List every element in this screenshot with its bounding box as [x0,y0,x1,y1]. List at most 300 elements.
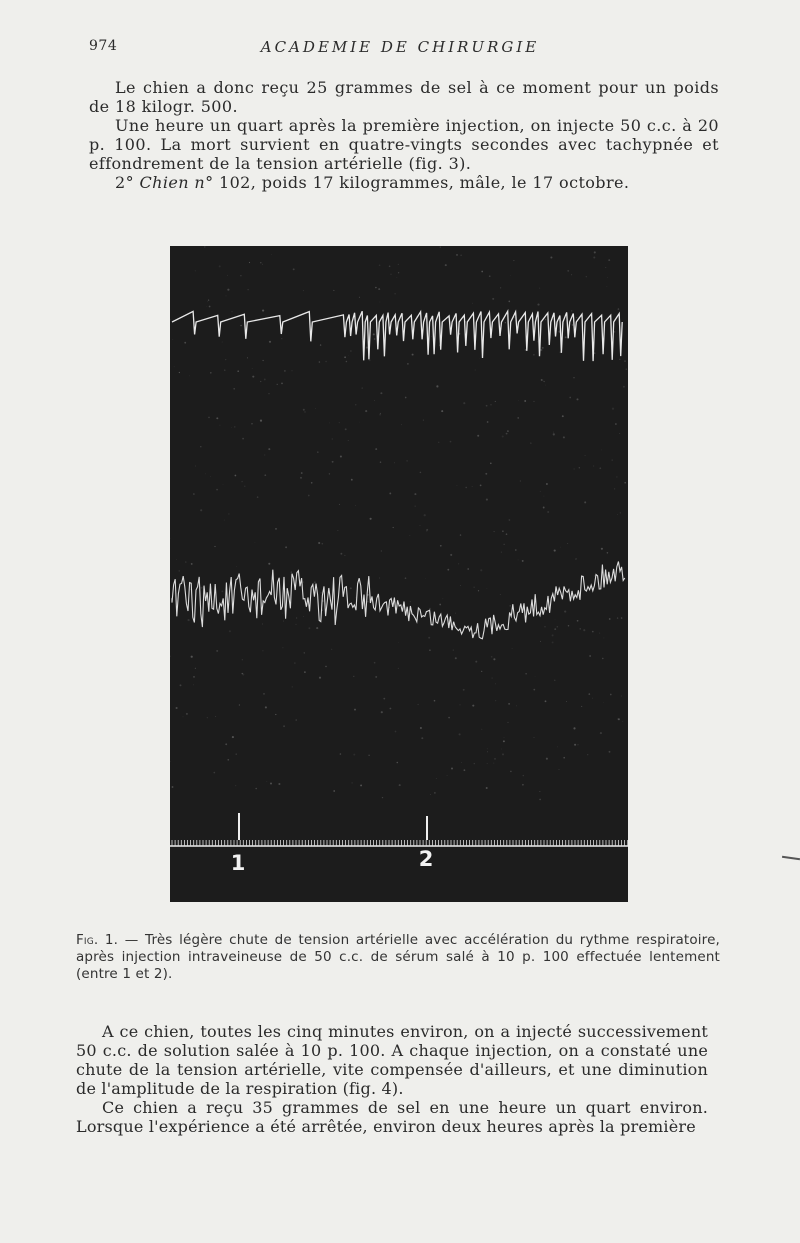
film-speckle [216,417,218,419]
film-speckle [170,656,171,657]
film-speckle [522,784,524,786]
film-speckle [504,544,505,545]
film-speckle [420,727,422,729]
film-speckle [587,754,588,755]
film-speckle [573,727,575,729]
film-speckle [450,554,452,556]
film-speckle [225,359,226,360]
film-speckle [500,594,501,595]
film-speckle [207,717,208,718]
film-speckle [464,769,466,771]
film-speckle [195,466,196,467]
film-speckle [365,410,367,412]
film-speckle [546,758,548,760]
film-speckle [176,707,178,709]
film-speckle [379,578,380,579]
film-speckle [439,604,441,606]
film-speckle [300,477,302,479]
film-speckle [247,357,248,358]
film-speckle [545,385,546,386]
film-speckle [501,552,502,553]
film-speckle [434,792,435,793]
film-speckle [320,592,322,594]
film-speckle [558,769,559,770]
film-speckle [436,385,438,387]
film-speckle [396,314,397,315]
film-speckle [373,333,375,335]
film-speckle [191,563,193,565]
film-speckle [282,647,283,648]
film-speckle [451,768,453,770]
film-speckle [374,400,375,401]
film-speckle [216,489,218,491]
film-speckle [502,530,504,532]
film-speckle [355,505,356,506]
film-speckle [580,628,581,629]
film-speckle [619,433,620,434]
film-speckle [567,543,568,544]
film-speckle [459,733,461,735]
film-speckle [240,325,242,327]
film-speckle [510,771,512,773]
film-speckle [191,656,193,658]
film-speckle [381,711,383,713]
film-speckle [463,402,465,404]
film-speckle [602,450,603,451]
film-speckle [533,354,535,356]
film-speckle [441,410,443,412]
film-speckle [606,286,607,287]
film-speckle [494,531,495,532]
film-speckle [208,299,209,300]
film-speckle [407,363,409,365]
film-speckle [581,706,582,707]
film-speckle [494,758,495,759]
film-speckle [375,676,377,678]
film-speckle [423,420,424,421]
film-speckle [396,762,398,764]
film-speckle [275,528,277,530]
film-speckle [447,775,448,776]
film-speckle [264,455,265,456]
film-speckle [508,703,510,705]
film-speckle [492,298,494,300]
film-speckle [547,511,549,513]
film-speckle [493,763,494,764]
film-speckle [329,473,330,474]
film-speckle [618,308,620,310]
film-speckle [405,397,407,399]
film-speckle [601,548,603,550]
film-speckle [617,617,618,618]
film-speckle [285,546,287,548]
respiration-trace [172,311,622,361]
film-speckle [325,361,327,363]
film-speckle [552,634,554,636]
film-speckle [504,737,505,738]
film-speckle [282,613,283,614]
film-speckle [399,784,401,786]
film-speckle [512,648,513,649]
film-speckle [614,488,615,489]
film-speckle [317,451,319,453]
film-speckle [564,611,566,613]
film-speckle [355,404,356,405]
film-speckle [170,319,171,320]
film-speckle [348,355,349,356]
film-speckle [397,277,398,278]
film-speckle [542,347,544,349]
film-speckle [472,303,473,304]
film-speckle [571,310,572,311]
film-speckle [262,310,264,312]
film-speckle [172,786,174,788]
film-speckle [472,705,474,707]
film-speckle [216,650,218,652]
film-speckle [236,753,237,754]
film-speckle [410,601,411,602]
film-speckle [522,560,524,562]
film-speckle [236,566,237,567]
film-speckle [481,271,483,273]
film-speckle [200,446,201,447]
film-speckle [537,304,539,306]
film-speckle [512,618,514,620]
film-speckle [333,290,334,291]
film-speckle [453,650,454,651]
film-speckle [264,474,266,476]
film-speckle [180,684,182,686]
film-speckle [179,372,180,373]
film-speckle [367,601,368,602]
film-speckle [316,627,318,629]
film-speckle [262,650,263,651]
film-speckle [325,666,326,667]
film-speckle [353,754,355,756]
film-speckle [228,513,229,514]
film-speckle [575,559,576,560]
film-speckle [456,485,457,486]
marker-label-2: 2 [418,847,434,871]
paragraph: Une heure un quart après la première injection, on injecte 50 c.c. à 20 p. 100. La mort survient en quatre-vingts secondes avec tachypnée et effondrement de la tension artérielle (fig. 3). [89,116,719,173]
film-speckle [249,262,250,263]
film-speckle [293,268,295,270]
film-speckle [610,694,612,696]
film-speckle [486,405,488,407]
film-speckle [375,287,377,289]
film-speckle [502,436,504,438]
film-speckle [232,736,234,738]
film-speckle [382,797,383,798]
film-speckle [172,339,173,340]
film-speckle [252,368,253,369]
film-speckle [320,344,321,345]
film-speckle [375,448,377,450]
film-speckle [545,319,546,320]
film-speckle [603,702,604,703]
film-speckle [543,507,545,509]
film-speckle [281,383,283,385]
film-speckle [308,495,310,497]
film-speckle [475,369,476,370]
film-speckle [541,379,543,381]
film-speckle [456,254,458,256]
film-speckle [424,514,426,516]
film-speckle [609,751,611,753]
film-speckle [445,264,447,266]
film-speckle [503,740,505,742]
film-speckle [421,737,423,739]
film-speckle [438,442,439,443]
film-speckle [533,689,535,691]
film-speckle [443,598,444,599]
film-speckle [585,455,586,456]
film-speckle [594,251,596,253]
film-speckle [262,264,263,265]
film-speckle [329,423,330,424]
film-speckle [562,415,564,417]
film-speckle [244,486,245,487]
running-title: ACADEMIE DE CHIRURGIE [260,38,540,56]
caption-text: — Très légère chute de tension artérielle avec accélération du rythme respiratoire, après injection intraveineuse de 50 c.c. de sérum salé à 10 p. 100 effectuée lentement (entre 1 et 2). [76,932,720,982]
film-speckle [318,542,320,544]
film-speckle [331,649,332,650]
film-speckle [534,737,535,738]
film-speckle [295,624,296,625]
film-speckle [370,518,372,520]
film-speckle [265,706,267,708]
film-speckle [599,633,600,634]
film-speckle [448,717,450,719]
film-speckle [447,569,449,571]
film-speckle [607,552,609,554]
marker-label-1: 1 [230,851,246,875]
film-speckle [183,716,184,717]
film-speckle [237,370,239,372]
film-speckle [455,613,456,614]
film-speckle [348,440,349,441]
film-speckle [268,393,269,394]
film-speckle [355,597,356,598]
figure-label: Fig. 1. [76,932,119,948]
film-speckle [460,255,462,256]
film-speckle [292,686,293,687]
film-speckle [226,296,227,297]
film-speckle [577,744,578,745]
film-speckle [332,439,333,440]
film-speckle [393,527,394,528]
film-speckle [495,401,496,402]
film-speckle [337,530,338,531]
film-speckle [339,422,340,423]
film-speckle [339,504,340,505]
film-speckle [186,713,188,715]
film-speckle [219,265,221,267]
film-speckle [240,275,241,276]
film-speckle [517,417,519,419]
film-speckle [479,358,480,359]
film-speckle [389,266,391,268]
film-speckle [308,627,310,629]
film-speckle [269,341,271,343]
film-speckle [440,246,441,247]
film-speckle [278,783,280,785]
film-speckle [389,492,391,494]
film-speckle [490,463,492,465]
film-speckle [593,466,594,467]
film-speckle [176,559,177,560]
film-speckle [490,404,491,405]
top-text-block [89,78,719,192]
film-speckle [398,668,399,669]
film-speckle [350,587,352,589]
film-speckle [379,264,381,266]
film-speckle [571,274,572,275]
film-speckle [460,585,461,586]
film-speckle [481,729,482,730]
film-speckle [319,677,321,679]
film-speckle [260,262,261,263]
film-speckle [322,543,324,545]
film-speckle [340,455,342,457]
film-speckle [577,620,579,622]
film-speckle [295,719,297,721]
film-speckle [589,655,591,657]
film-speckle [463,689,465,691]
film-speckle [478,590,479,591]
film-speckle [262,624,263,625]
film-speckle [420,525,421,526]
film-speckle [599,467,601,469]
film-speckle [380,461,381,462]
film-speckle [420,472,422,474]
film-speckle [283,725,285,727]
film-speckle [394,462,395,463]
film-speckle [608,259,610,261]
film-speckle [554,680,555,681]
film-speckle [489,275,491,277]
page-number: 974 [89,38,118,54]
film-speckle [296,618,297,619]
film-speckle [210,372,212,374]
film-speckle [539,799,541,801]
film-speckle [369,359,371,361]
film-speckle [351,479,353,481]
paragraph-prefix: 2° [115,173,140,192]
film-speckle [412,354,414,356]
film-speckle [398,264,399,265]
film-speckle [224,520,225,521]
paragraph-rest: 102, poids 17 kilogrammes, mâle, le 17 octobre. [213,173,630,192]
film-speckle [303,409,305,411]
film-speckle [208,417,210,419]
film-speckle [333,790,335,792]
film-speckle [270,783,272,785]
film-speckle [201,587,203,589]
film-speckle [304,652,305,653]
film-speckle [174,366,175,367]
film-speckle [332,461,334,463]
film-speckle [184,342,186,344]
film-speckle [260,381,261,382]
film-speckle [350,350,352,352]
paragraph [89,173,719,192]
film-speckle [502,753,504,755]
film-speckle [303,290,304,291]
film-speckle [233,388,235,390]
film-speckle [264,378,266,380]
film-speckle [563,436,565,438]
film-speckle [362,387,363,388]
film-speckle [506,533,508,535]
film-speckle [577,398,579,400]
film-speckle [380,302,381,303]
film-speckle [455,657,457,659]
film-speckle [552,641,554,643]
film-speckle [266,781,267,782]
film-speckle [440,545,442,547]
film-speckle [508,301,510,303]
film-speckle [205,473,206,474]
film-speckle [510,275,511,276]
film-speckle [359,297,360,298]
film-speckle [507,430,509,432]
film-speckle [417,704,418,705]
film-speckle [539,288,540,289]
film-speckle [539,791,540,792]
film-speckle [241,481,242,482]
film-speckle [487,763,488,764]
film-speckle [366,347,368,349]
film-speckle [429,649,431,651]
film-speckle [360,784,362,786]
film-speckle [224,370,225,371]
film-speckle [380,392,382,394]
film-speckle [460,534,461,535]
film-speckle [207,301,208,302]
film-speckle [291,571,292,572]
film-speckle [398,642,399,643]
film-speckle [540,491,541,492]
film-speckle [477,435,479,437]
film-speckle [600,732,602,734]
film-speckle [623,386,625,388]
film-speckle [474,587,475,588]
film-speckle [430,794,431,795]
film-speckle [544,626,545,627]
film-speckle [255,542,256,543]
film-speckle [436,778,437,779]
film-speckle [467,568,469,570]
film-speckle [315,408,316,409]
film-speckle [588,693,590,695]
film-speckle [480,569,482,571]
film-speckle [549,596,550,597]
film-speckle [480,485,482,487]
film-speckle [621,696,622,697]
film-speckle [614,331,615,332]
film-speckle [472,486,473,487]
paragraph: A ce chien, toutes les cinq minutes environ, on a injecté successivement 50 c.c. de solution salée à 10 p. 100. A chaque injection, on a constaté une chute de la tension artérielle, vite compensée d'ailleurs, et une diminution de l'amplitude de la respiration (fig. 4). [76,1022,708,1098]
film-speckle [607,277,608,278]
film-speckle [567,270,569,272]
kymograph-figure [170,246,628,902]
film-speckle [621,617,623,619]
film-speckle [509,519,511,521]
film-speckle [545,700,547,702]
film-speckle [189,375,190,376]
film-speckle [235,475,237,477]
